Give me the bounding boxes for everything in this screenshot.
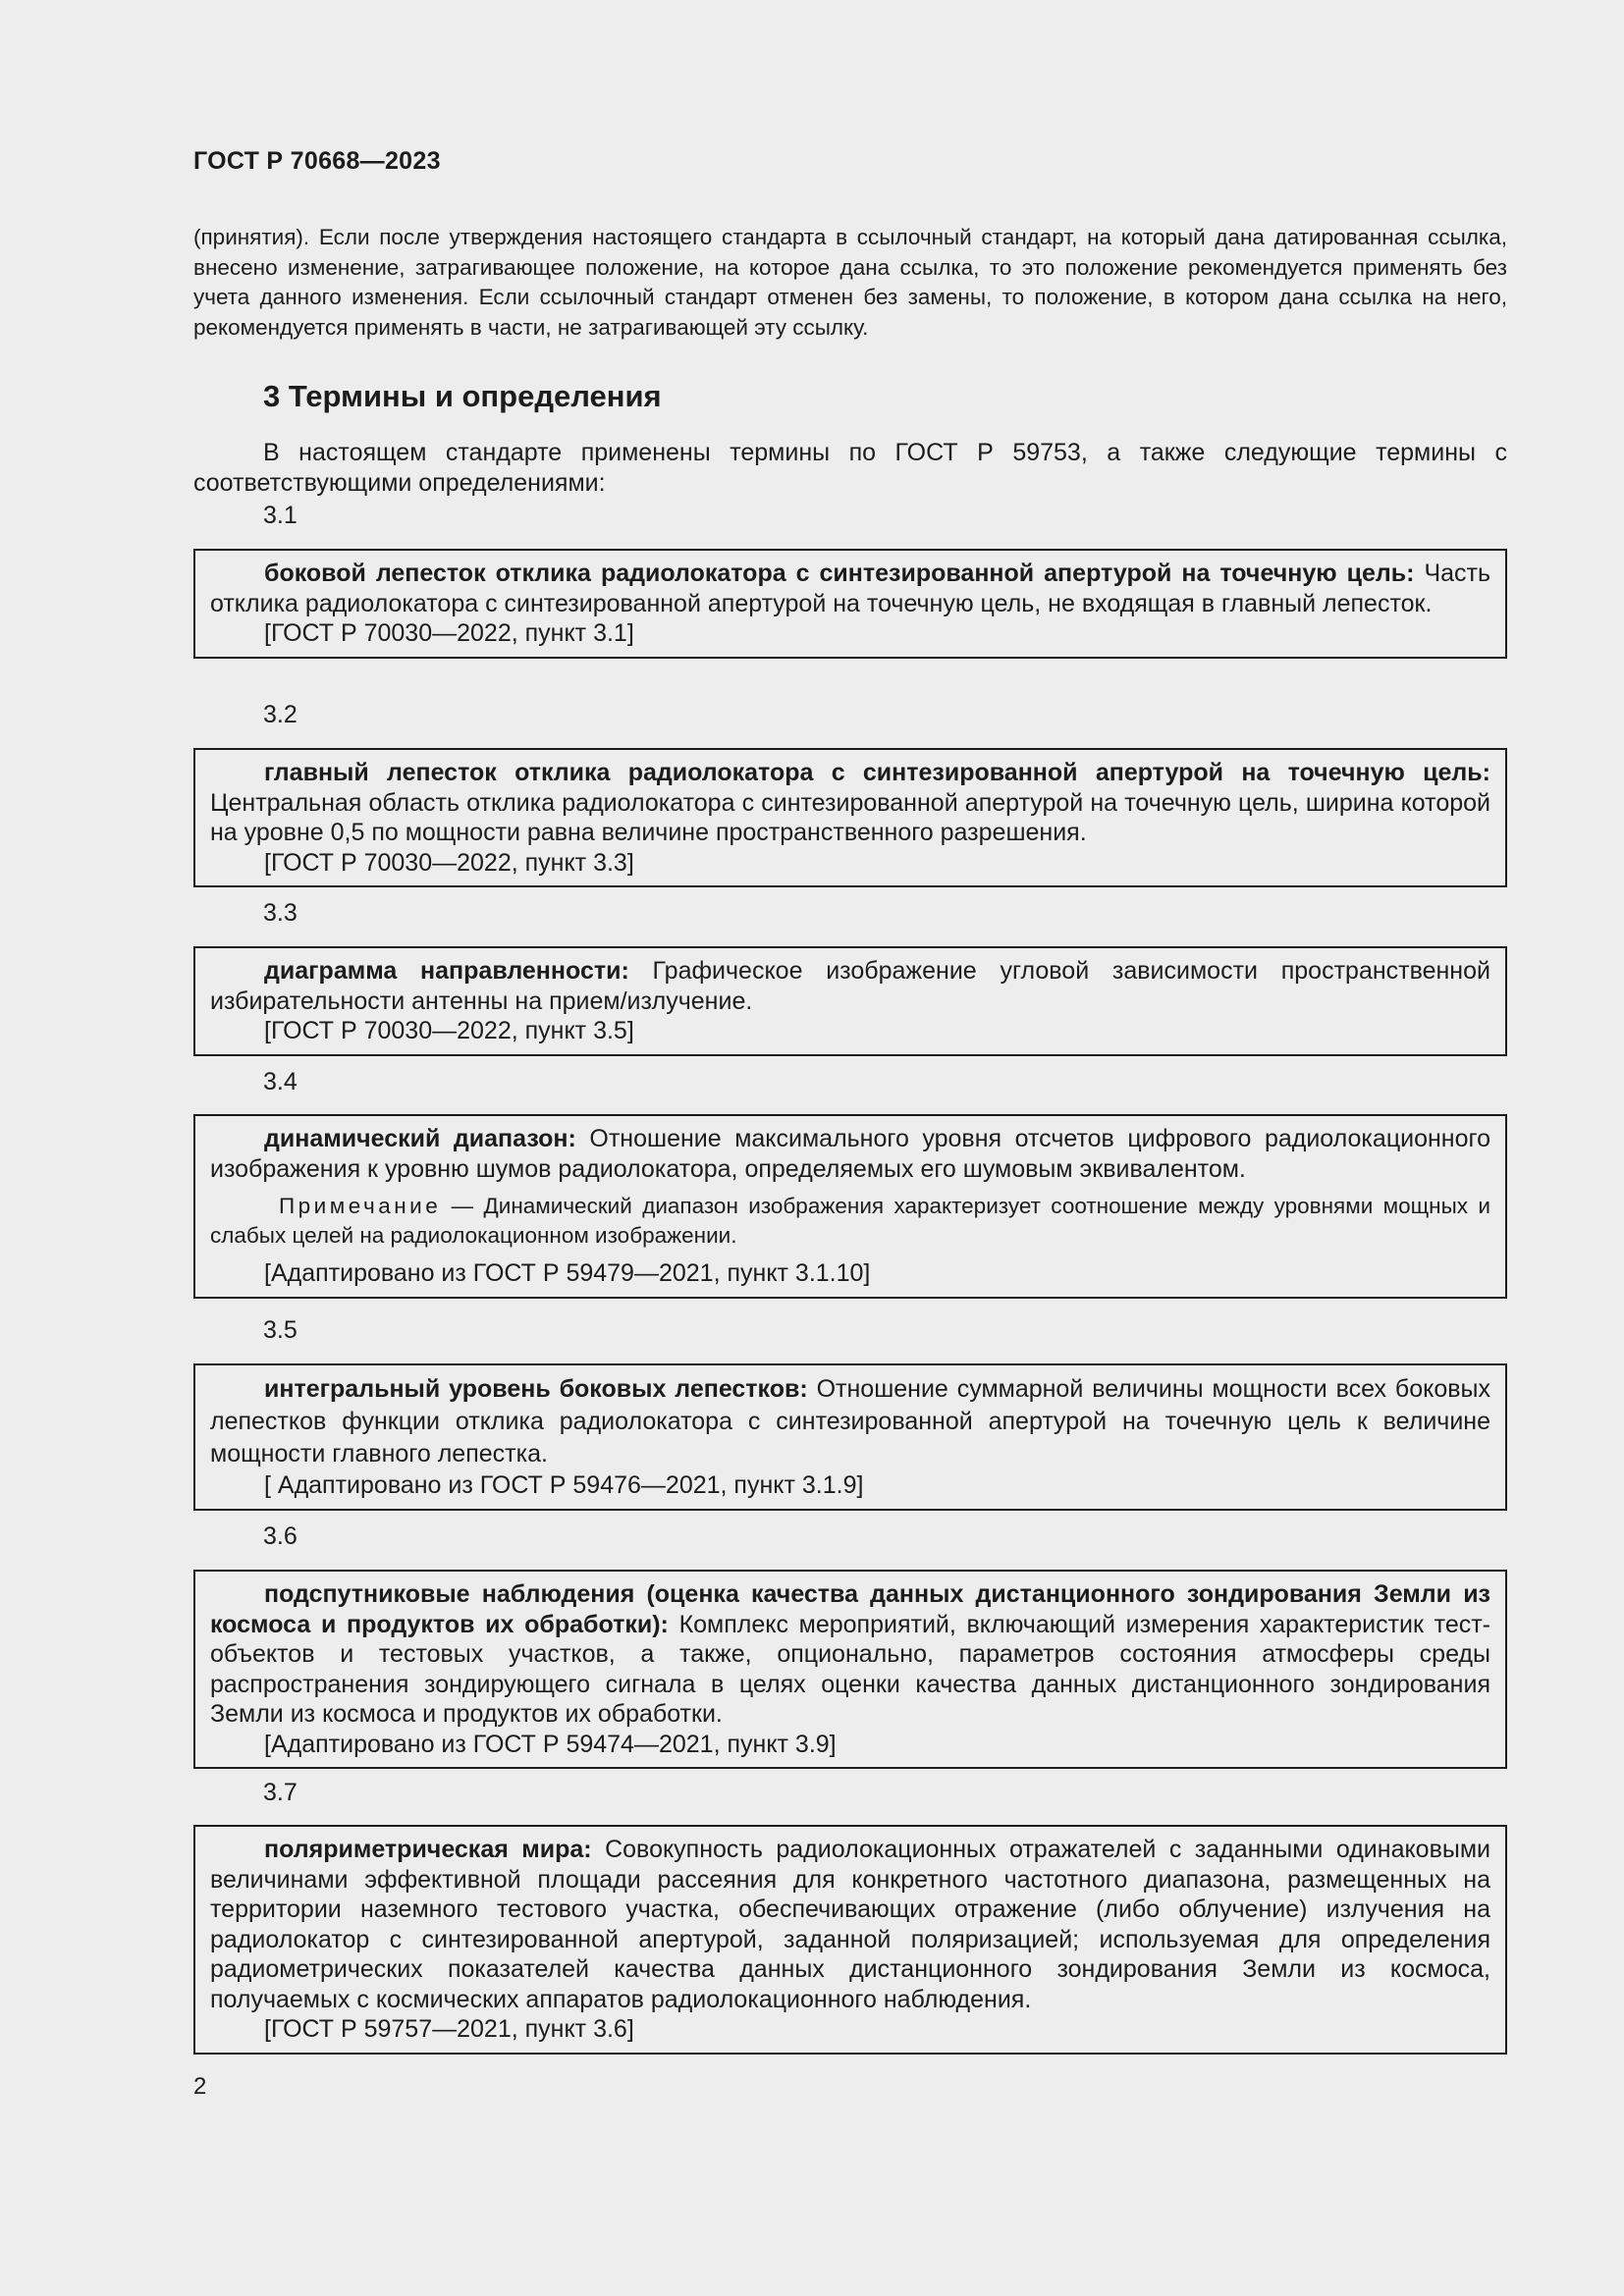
term-definition [210, 1124, 1490, 1184]
document-code: ГОСТ Р 70668—2023 [193, 147, 441, 175]
term-text: Графическое изображение угловой зависимости пространственной избирательности антенны на прием/излучение. [210, 957, 1490, 1015]
term-source: [Адаптировано из ГОСТ Р 59474—2021, пункт 3.9] [264, 1730, 837, 1758]
term-definition [210, 559, 1490, 618]
term-entry [193, 1570, 1507, 1769]
page-number: 2 [193, 2073, 207, 2100]
term-name: боковой лепесток отклика радиолокатора с синтезированной апертурой на точечную цель: [264, 560, 1415, 587]
note-text: — Динамический диапазон изображения характеризует соотношение между уровнями мощных и слабых целей на радиолокационном изображении. [210, 1194, 1490, 1248]
term-text: Центральная область отклика радиолокатора с синтезированной апертурой на точечную цель, ширина которой на уровне 0,5 по мощности равна величине пространственного разрешения. [210, 788, 1490, 846]
term-definition [210, 1579, 1490, 1730]
term-source: [ГОСТ Р 70030—2022, пункт 3.1] [264, 619, 634, 647]
term-definition [210, 1373, 1490, 1470]
term-entry [193, 549, 1507, 659]
term-entry [193, 1825, 1507, 2055]
term-entry [193, 1363, 1507, 1511]
term-number: 3.1 [263, 502, 298, 529]
term-entry [193, 946, 1507, 1056]
term-number: 3.5 [263, 1316, 298, 1344]
term-entry [193, 1114, 1507, 1299]
intro-paragraph: (принятия). Если после утверждения настоящего стандарта в ссылочный стандарт, на который дана датированная ссылка, внесено изменение, затрагивающее положение, на которое дана ссылка, то это положение рекомендуется применять без учета данного изменения. Если ссылочный стандарт отменен без замены, то положение, в котором дана ссылка на него, рекомендуется применять в части, не затрагивающей эту ссылку. [193, 225, 1507, 340]
term-source: [ Адаптировано из ГОСТ Р 59476—2021, пункт 3.1.9] [264, 1471, 864, 1499]
term-definition [210, 956, 1490, 1016]
term-number: 3.7 [263, 1779, 298, 1806]
term-number: 3.4 [263, 1068, 298, 1095]
term-text: Комплекс мероприятий, включающий измерения характеристик тест-объектов и тестовых участков, а также, опционально, параметров состояния атмосферы среды распространения зондирующего сигнала в целях оценки качества данных дистанционного зондирования Земли из космоса и продуктов их обработки. [210, 1610, 1490, 1728]
section-lead: В настоящем стандарте применены термины по ГОСТ Р 59753, а также следующие термины с соответствующими определениями: [193, 439, 1507, 497]
term-source: [ГОСТ Р 70030—2022, пункт 3.5] [264, 1017, 634, 1044]
term-text: Совокупность радиолокационных отражателей с заданными одинаковыми величинами эффективной площади рассеяния для конкретного частотного диапазона, размещенных на территории наземного тестового участка, обеспечивающих отражение (либо облучение) излучения на радиолокатор с синтезированной апертурой, заданной поляризацией; используемая для определения радиометрических показателей качества данных дистанционного зондирования Земли из космоса, получаемых с космических аппаратов радиолокационного наблюдения. [210, 1836, 1490, 2013]
term-entry [193, 748, 1507, 887]
term-text: Отношение суммарной величины мощности всех боковых лепестков функции отклика радиолокатора с синтезированной апертурой на точечную цель к величине мощности главного лепестка. [210, 1375, 1490, 1468]
term-name: поляриметрическая мира: [264, 1836, 592, 1863]
term-source: [Адаптировано из ГОСТ Р 59479—2021, пункт 3.1.10] [264, 1259, 871, 1287]
term-text: Часть отклика радиолокатора с синтезированной апертурой на точечную цель, не входящая в главный лепесток. [210, 560, 1490, 617]
term-source: [ГОСТ Р 70030—2022, пункт 3.3] [264, 848, 634, 877]
term-number: 3.2 [263, 701, 298, 728]
term-name: диаграмма направленности: [264, 957, 629, 985]
term-name: главный лепесток отклика радиолокатора с синтезированной апертурой на точечную цель: [264, 759, 1490, 786]
term-number: 3.6 [263, 1522, 298, 1550]
term-name: интегральный уровень боковых лепестков: [264, 1375, 808, 1403]
term-name: подспутниковые наблюдения (оценка качества данных дистанционного зондирования Земли из космоса и продуктов их обработки): [210, 1580, 1490, 1638]
section-title: 3 Термины и определения [263, 379, 662, 413]
term-text: Отношение максимального уровня отсчетов цифрового радиолокационного изображения к уровню шумов радиолокатора, определяемых его шумовым эквивалентом. [210, 1125, 1490, 1183]
term-note [210, 1192, 1490, 1251]
term-name: динамический диапазон: [264, 1125, 576, 1152]
term-source: [ГОСТ Р 59757—2021, пункт 3.6] [264, 2015, 634, 2043]
term-number: 3.3 [263, 899, 298, 927]
note-label: Примечание [279, 1194, 442, 1218]
term-definition [210, 1835, 1490, 2014]
term-definition [210, 758, 1490, 848]
